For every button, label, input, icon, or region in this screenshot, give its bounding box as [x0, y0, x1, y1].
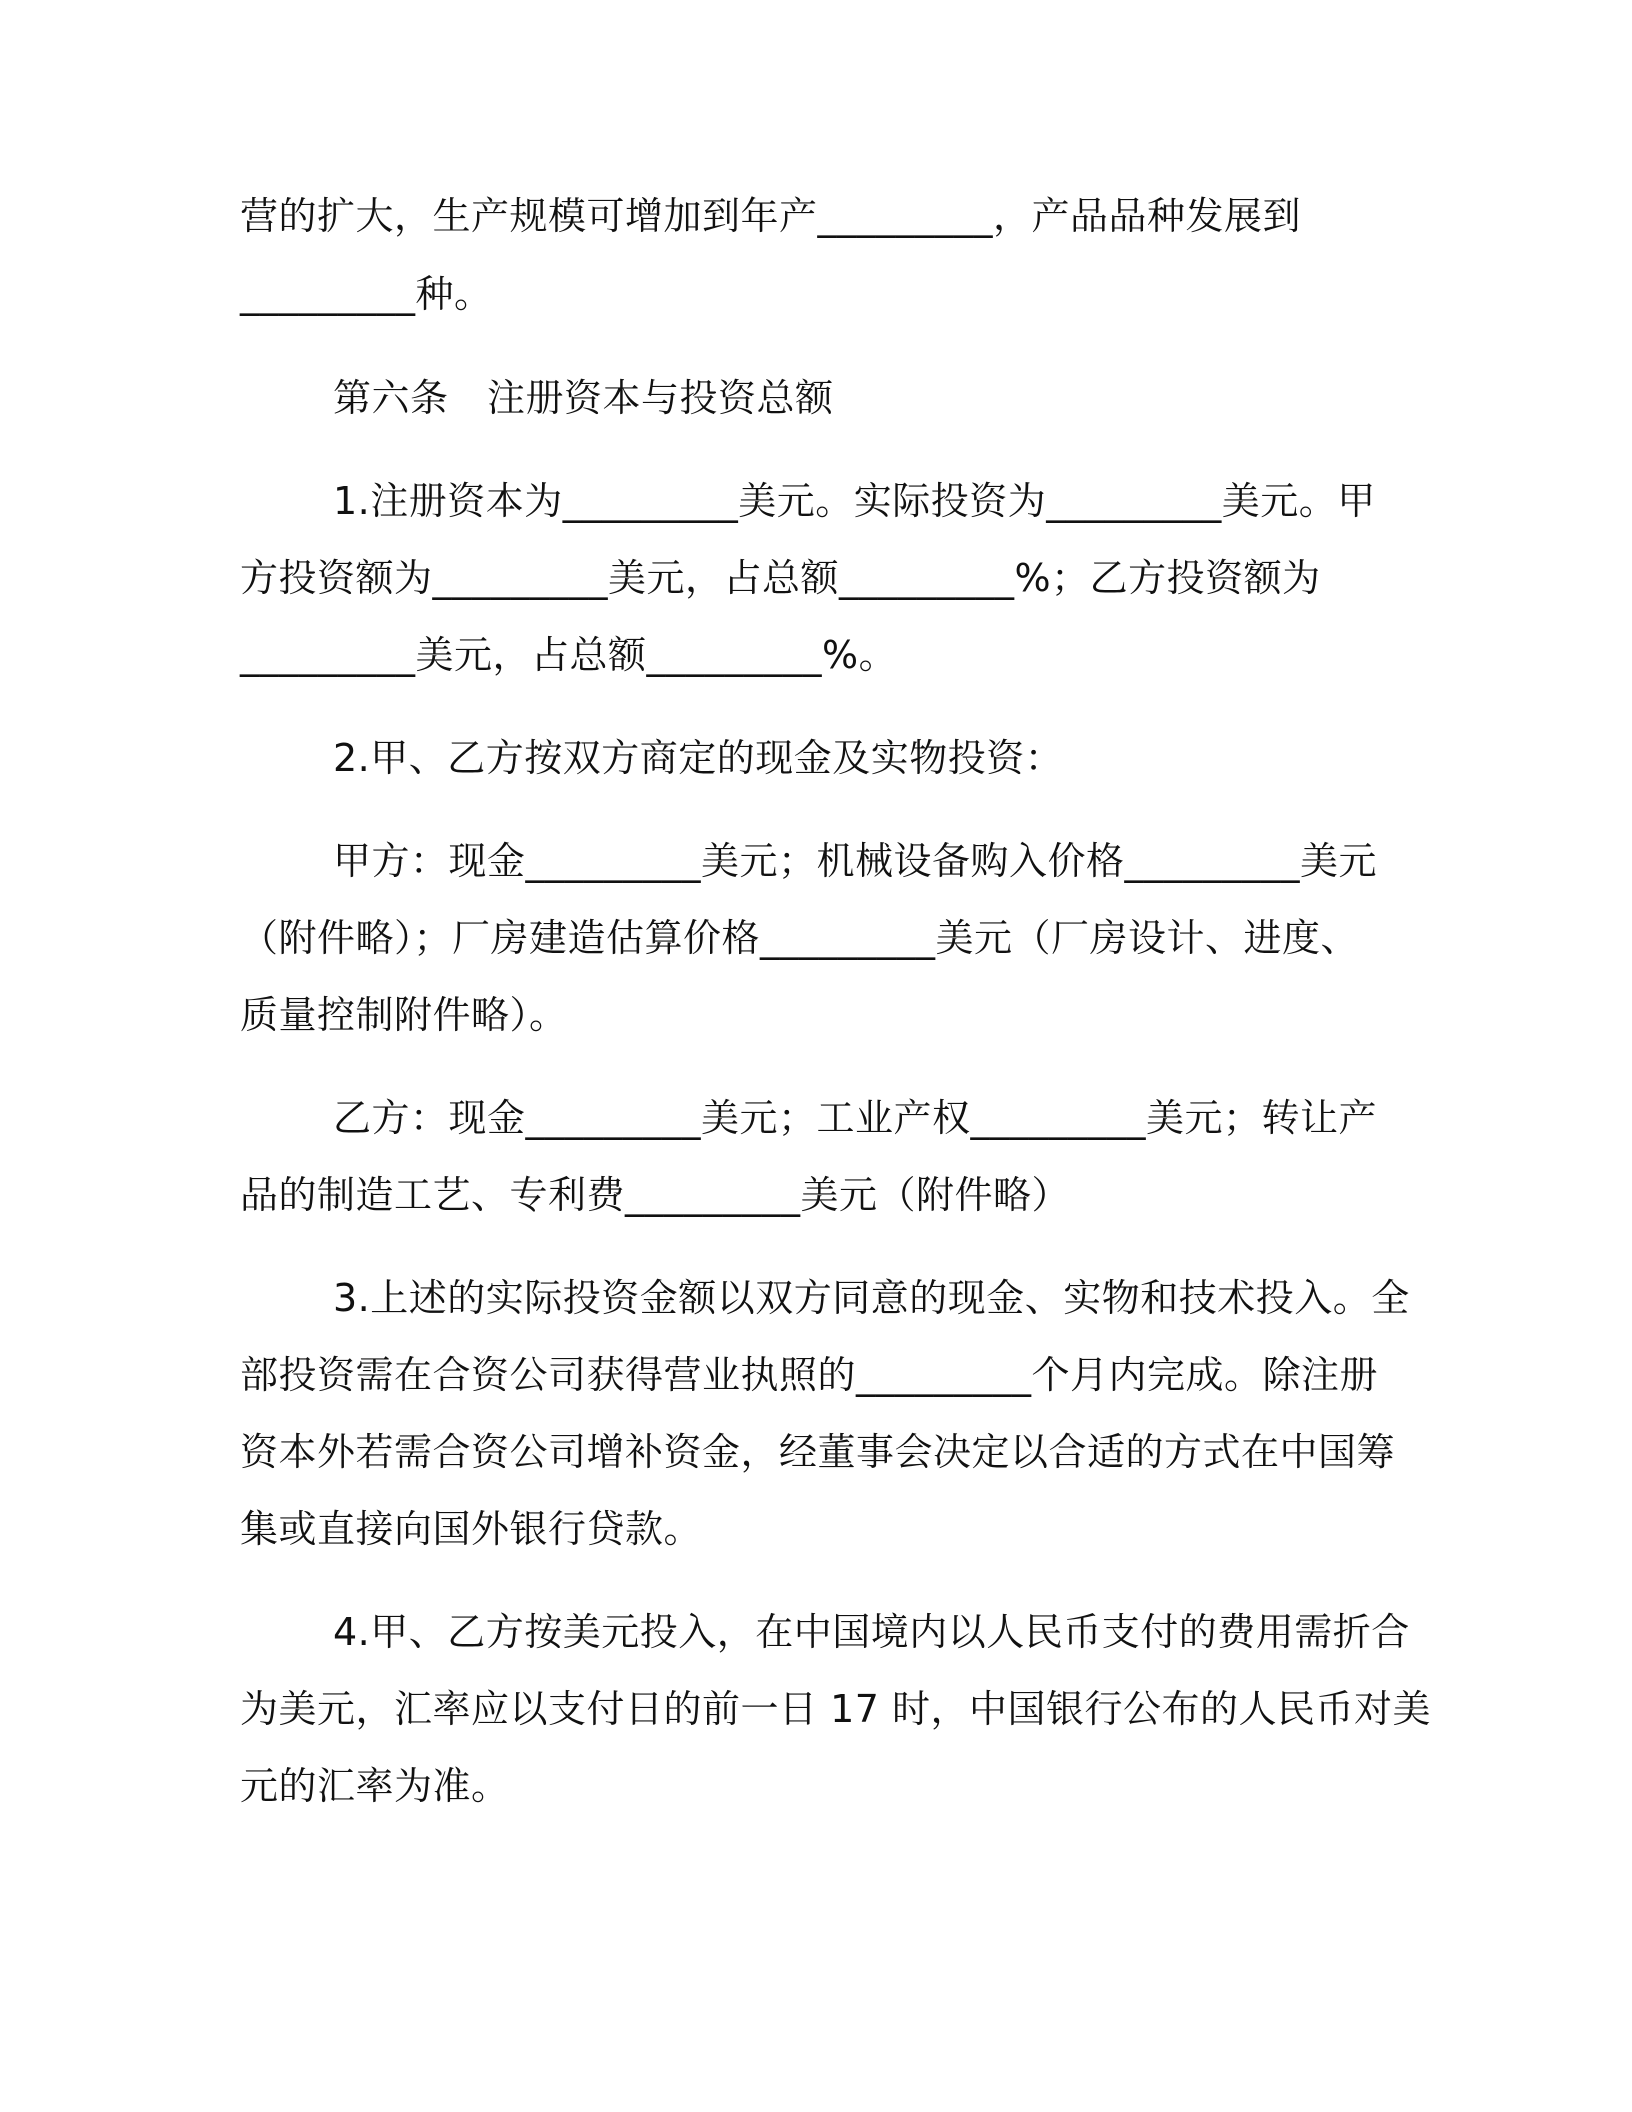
party-a-line: 甲方：现金_________美元；机械设备购入价格_________美元	[333, 839, 1378, 883]
clause-4-line: 元的汇率为准。	[240, 1764, 510, 1808]
clause-3-line: 资本外若需合资公司增补资金，经董事会决定以合适的方式在中国筹	[240, 1430, 1396, 1474]
clause-3-line: 部投资需在合资公司获得营业执照的_________个月内完成。除注册	[240, 1353, 1379, 1397]
clause-1-line: 方投资额为_________美元，占总额_________%；乙方投资额为	[240, 556, 1321, 600]
body-text-line: _________种。	[240, 272, 493, 316]
clause-1-line: 1.注册资本为_________美元。实际投资为_________美元。甲	[333, 479, 1376, 523]
article-heading: 第六条 注册资本与投资总额	[333, 376, 834, 420]
party-a-line: （附件略）；厂房建造估算价格_________美元（厂房设计、进度、	[240, 916, 1360, 960]
clause-1-line: _________美元，占总额_________%。	[240, 633, 898, 677]
party-b-line: 乙方：现金_________美元；工业产权_________美元；转让产	[333, 1096, 1378, 1140]
clause-2-line: 2.甲、乙方按双方商定的现金及实物投资：	[333, 736, 1064, 780]
clause-4-line: 为美元，汇率应以支付日的前一日 17 时，中国银行公布的人民币对美	[240, 1687, 1432, 1731]
party-b-line: 品的制造工艺、专利费_________美元（附件略）	[240, 1173, 1071, 1217]
clause-4-line: 4.甲、乙方按美元投入，在中国境内以人民币支付的费用需折合	[333, 1610, 1410, 1654]
body-text-line: 营的扩大，生产规模可增加到年产_________，产品品种发展到	[240, 194, 1302, 238]
clause-3-line: 3.上述的实际投资金额以双方同意的现金、实物和技术投入。全	[333, 1276, 1410, 1320]
clause-3-line: 集或直接向国外银行贷款。	[240, 1507, 703, 1551]
party-a-line: 质量控制附件略）。	[240, 993, 568, 1037]
